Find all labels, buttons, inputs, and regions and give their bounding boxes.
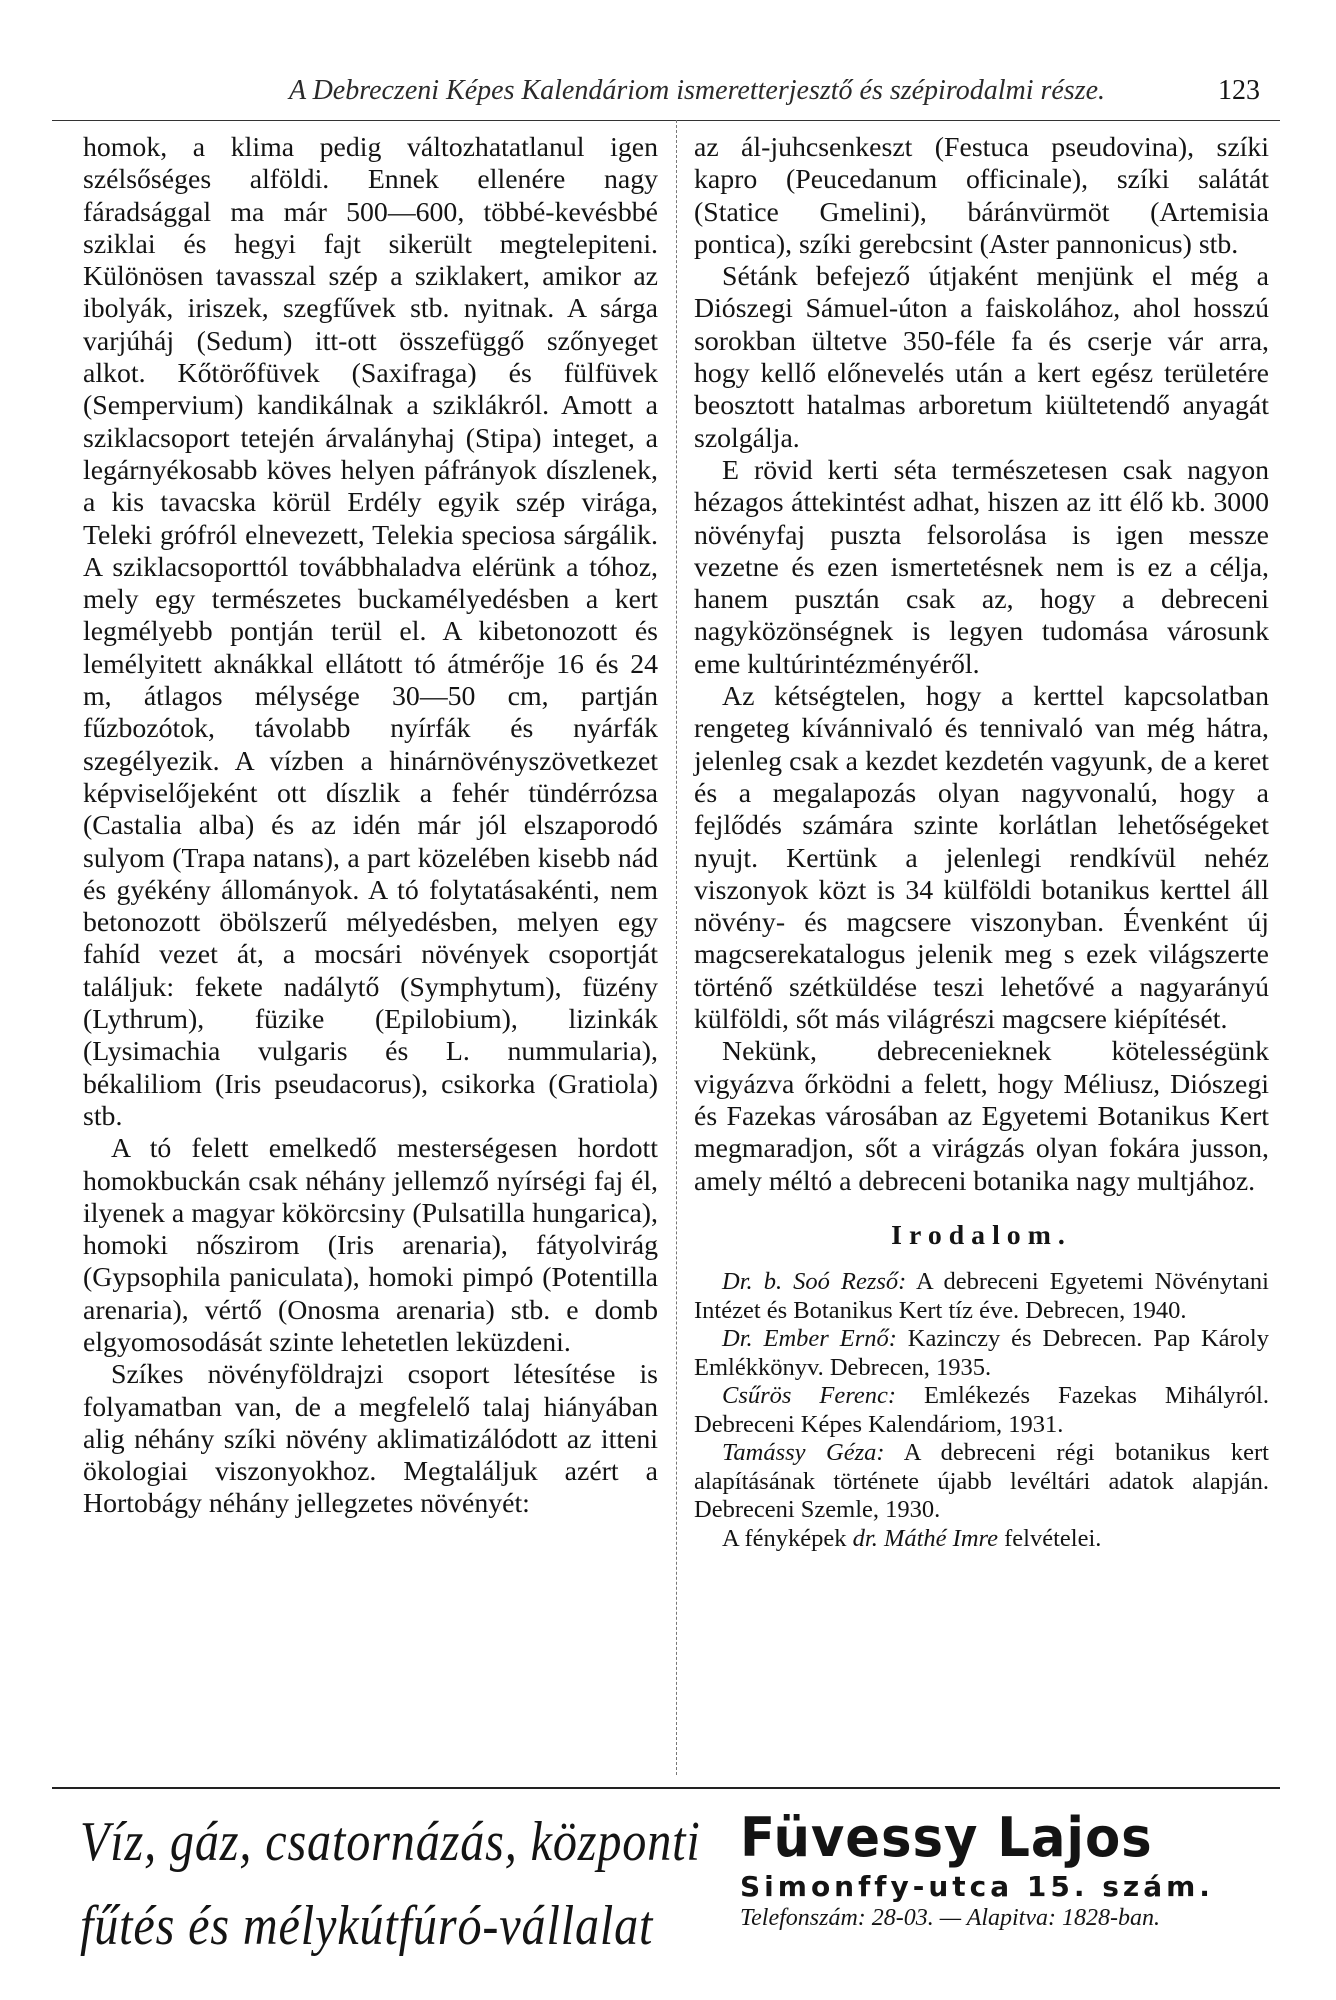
ad-services-line: fűtés és mélykútfúró-vállalat xyxy=(80,1895,654,1957)
paragraph: E rövid kerti séta természetesen csak nagyon hézagos áttekintést adhat, hiszen az itt élő kb. 3000 növényfaj puszta felsorolása is igen messze vezetne és ezen ismertetésnek nem is ez a célja, hanem pusztán csak az, hogy a debreceni nagyközönségnek is legyen tudomása városunk eme kultúrintézményéről. xyxy=(694,454,1269,680)
column-divider xyxy=(676,120,677,1775)
paragraph: Szíkes növényföldrajzi csoport létesítése is folyamatban van, de a megfelelő talaj hiányában alig néhány szíki növény aklimatizálódott az itteni ökologiai viszonyokhoz. Megtaláljuk azért a Hortobágy néhány jellegzetes növényét: xyxy=(83,1359,658,1520)
reference-author: Csűrös Ferenc: xyxy=(722,1382,897,1410)
company-phone: Telefonszám: 28-03. — Alapitva: 1828-ban. xyxy=(740,1905,1160,1931)
paragraph: Nekünk, debrecenieknek kötelességünk vigyázva őrködni a felett, hogy Méliusz, Diószegi és Fazekas városában az Egyetemi Botanikus Kert megmaradjon, sőt a virágzás olyan fokára jusson, amely méltó a debreceni botanika nagy multjához. xyxy=(694,1036,1269,1197)
advertisement-services xyxy=(80,1800,701,1968)
paragraph: homok, a klima pedig változhatatlanul igen szélsőséges alföldi. Ennek ellenére nagy fáradsággal ma már 500—600, többé-kevésbbé sziklai és hegyi fajt sikerült megtelepiteni. Különösen tavasszal szép a sziklakert, amikor az ibolyák, iriszek, szegfűvek stb. nyitnak. A sárga varjúháj (Sedum) itt-ott összefüggő szőnyeget alkot. Kőtörőfüvek (Saxifraga) és fülfüvek (Sempervium) kandikálnak a sziklákról. Amott a sziklacsoport tetején árvalányhaj (Stipa) integet, a legárnyékosabb köves helyen páfrányok díszlenek, a kis tavacska körül Erdély egyik szép virága, Teleki grófról elnevezett, Telekia speciosa sárgálik. A sziklacsoporttól továbbhaladva elérünk a tóhoz, mely egy természetes buckamélyedésben a kert legmélyebb pontján terül el. A kibetonozott és lemélyitett aknákkal ellátott tó átmérője 16 és 24 m, átlagos mélysége 30—50 cm, partján fűzbozótok, távolabb nyírfák és nyárfák szegélyezik. A vízben a hinárnövényszövetkezet képviselőjeként ott díszlik a fehér tündérrózsa (Castalia alba) és az idén már jól elszaporodó sulyom (Trapa natans), a part közelében kisebb nád és gyékény állományok. A tó folytatásakénti, nem betonozott öbölszerű mélyedésben, melyen egy fahíd vezet át, a mocsári növények csoportját találjuk: fekete nadálytő (Symphytum), füzény (Lythrum), füzike (Epilobium), lizinkák (Lysimachia vulgaris és L. nummularia), békaliliom (Iris pseudacorus), csikorka (Gratiola) stb. xyxy=(83,132,658,1132)
references-heading: Irodalom. xyxy=(891,1219,1072,1251)
photo-credit-suffix: felvételei. xyxy=(1004,1524,1102,1552)
reference-author: Tamássy Géza: xyxy=(722,1439,885,1467)
paragraph: az ál-juhcsenkeszt (Festuca pseudovina), szíki kapro (Peucedanum officinale), szíki salátát (Statice Gmelini), báránvürmöt (Artemisia pontica), szíki gerebcsint (Aster pannonicus) stb. xyxy=(694,132,1269,260)
paragraph: Az kétségtelen, hogy a kerttel kapcsolatban rengeteg kívánnivaló és tennivaló van még hátra, jelenleg csak a kezdet kezdetén vagyunk, de a keret és a megalapozás olyan nagyvonalú, hogy a fejlődés számára szinte korlátlan lehetőségeket nyujt. Kertünk a jelenlegi rendkívül nehéz viszonyok közt is 34 külföldi botanikus kerttel áll növény- és magcsere viszonyban. Évenként új magcserekatalogus jelenik meg s ezek világszerte történő szétküldése teszi lehetővé a nagyarányú külföldi, sőt más világrészi magcsere kiépítését. xyxy=(694,681,1269,1036)
reference-item xyxy=(694,1382,1269,1439)
reference-text: A debreceni régi botanikus kert alapításának története újabb levéltári adatok alapján. Debreceni Szemle, 1930. xyxy=(694,1439,1269,1524)
page-number: 123 xyxy=(1218,75,1260,106)
reference-text: Emlékezés Fazekas Mihályról. Debreceni Képes Kalendáriom, 1931. xyxy=(694,1382,1269,1438)
company-address: Simonffy-utca 15. szám. xyxy=(740,1870,1214,1903)
reference-text: Kazinczy és Debrecen. Pap Károly Emlékkönyv. Debrecen, 1935. xyxy=(694,1325,1269,1381)
left-column xyxy=(83,132,658,1521)
company-name: Füvessy Lajos xyxy=(740,1806,1153,1869)
reference-item xyxy=(694,1325,1269,1382)
reference-author: Dr. b. Soó Rezső: xyxy=(722,1268,907,1296)
running-title: A Debreczeni Képes Kalendáriom ismeretterjesztő és szépirodalmi része. xyxy=(288,75,1106,106)
reference-text: A debreceni Egyetemi Növénytani Intézet és Botanikus Kert tíz éve. Debrecen, 1940. xyxy=(694,1268,1269,1324)
reference-item xyxy=(694,1268,1269,1325)
paragraph: A tó felett emelkedő mesterségesen hordott homokbuckán csak néhány jellemző nyírségi faj él, ilyenek a magyar kökörcsiny (Pulsatilla hungarica), homoki nőszirom (Iris arenaria), fátyolvirág (Gypsophila paniculata), homoki pimpó (Potentilla arenaria), vértő (Onosma arenaria) stb. e domb elgyomosodását szinte lehetetlen leküzdeni. xyxy=(83,1133,658,1358)
photo-credit-author: dr. Máthé Imre xyxy=(852,1524,999,1552)
photo-credit xyxy=(694,1525,1269,1554)
ad-services-line: Víz, gáz, csatornázás, központi xyxy=(80,1811,701,1873)
advertisement-rule xyxy=(52,1787,1280,1789)
right-column xyxy=(694,132,1269,1553)
photo-credit-prefix: A fényképek xyxy=(722,1524,847,1552)
running-header xyxy=(52,62,1280,121)
paragraph: Sétánk befejező útjaként menjünk el még a Diószegi Sámuel-úton a faiskolához, ahol hosszú sorokban ültetve 350-féle fa és cserje vár arra, hogy kellő előnevelés után a kert egész területére beosztott hatalmas arboretum kiültetendő anyagát szolgálja. xyxy=(694,261,1269,454)
reference-author: Dr. Ember Ernő: xyxy=(722,1325,897,1353)
reference-item xyxy=(694,1439,1269,1525)
advertisement-company xyxy=(740,1805,1280,1933)
